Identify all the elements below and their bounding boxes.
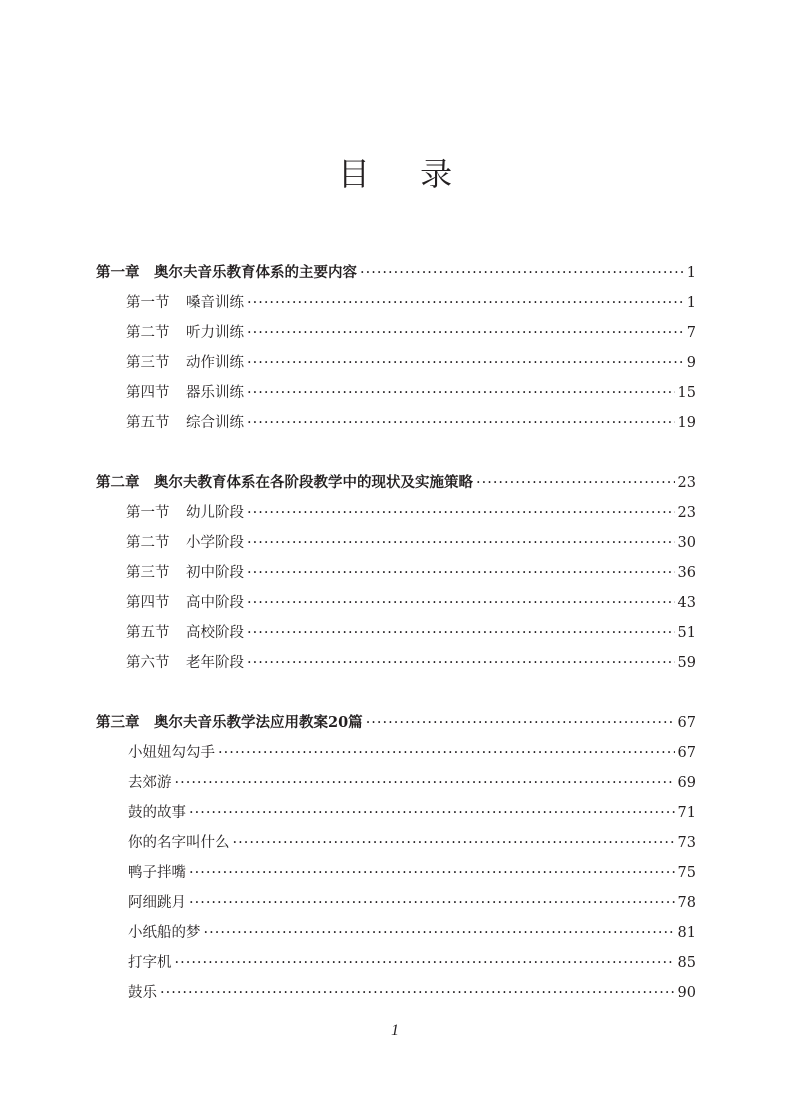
- section-page: 51: [677, 625, 696, 641]
- section-number: 第三节: [126, 355, 170, 371]
- dot-leader: [247, 648, 675, 678]
- toc-chapter-2[interactable]: [96, 468, 696, 498]
- lesson-title: 你的名字叫什么: [128, 835, 230, 851]
- dot-leader: [189, 888, 675, 918]
- toc-chapter-3[interactable]: [96, 708, 696, 738]
- lesson-page: 69: [677, 775, 696, 791]
- section-number: 第四节: [126, 595, 170, 611]
- section-number: 第二节: [126, 535, 170, 551]
- section-title: 高校阶段: [186, 625, 244, 641]
- dot-leader: [247, 318, 684, 348]
- dot-leader: [247, 558, 675, 588]
- toc-chapter-1[interactable]: [96, 258, 696, 288]
- section-title: 初中阶段: [186, 565, 244, 581]
- toc-lesson[interactable]: [96, 858, 696, 888]
- dot-leader: [247, 378, 675, 408]
- chapter-page: 1: [686, 265, 696, 281]
- lesson-page: 71: [677, 805, 696, 821]
- dot-leader: [247, 408, 675, 438]
- section-title: 听力训练: [186, 325, 244, 341]
- dot-leader: [175, 948, 675, 978]
- dot-leader: [247, 618, 675, 648]
- toc-section[interactable]: [96, 528, 696, 558]
- toc-lesson[interactable]: [96, 798, 696, 828]
- toc-section[interactable]: [96, 648, 696, 678]
- toc-section[interactable]: [96, 498, 696, 528]
- chapter-page: 67: [677, 715, 696, 731]
- lesson-title: 鼓乐: [128, 985, 157, 1001]
- section-page: 30: [677, 535, 696, 551]
- lesson-page: 85: [677, 955, 696, 971]
- section-title: 嗓音训练: [186, 295, 244, 311]
- section-page: 1: [686, 295, 696, 311]
- dot-leader: [366, 708, 675, 738]
- chapter-title: 奥尔夫音乐教学法应用教案20篇: [154, 714, 363, 731]
- section-title: 综合训练: [186, 415, 244, 431]
- chapter-title: 奥尔夫音乐教育体系的主要内容: [154, 264, 357, 281]
- section-title: 小学阶段: [186, 535, 244, 551]
- lesson-title: 去郊游: [128, 775, 172, 791]
- section-number: 第一节: [126, 505, 170, 521]
- toc-lesson[interactable]: [96, 978, 696, 1008]
- section-page: 15: [677, 385, 696, 401]
- lesson-page: 67: [677, 745, 696, 761]
- lesson-page: 90: [677, 985, 696, 1001]
- lesson-page: 73: [677, 835, 696, 851]
- chapter-page: 23: [677, 475, 696, 491]
- section-number: 第五节: [126, 415, 170, 431]
- section-page: 59: [677, 655, 696, 671]
- section-page: 36: [677, 565, 696, 581]
- dot-leader: [360, 258, 684, 288]
- section-title: 老年阶段: [186, 655, 244, 671]
- section-page: 7: [686, 325, 696, 341]
- section-title: 动作训练: [186, 355, 244, 371]
- dot-leader: [218, 738, 675, 768]
- lesson-title: 小妞妞勾勾手: [128, 745, 215, 761]
- dot-leader: [247, 498, 675, 528]
- dot-leader: [160, 978, 675, 1008]
- toc-section[interactable]: [96, 588, 696, 618]
- table-of-contents: [96, 258, 696, 1008]
- chapter-number: 第一章: [96, 264, 140, 281]
- dot-leader: [247, 348, 684, 378]
- dot-leader: [189, 858, 675, 888]
- dot-leader: [189, 798, 675, 828]
- toc-section[interactable]: [96, 288, 696, 318]
- section-page: 43: [677, 595, 696, 611]
- dot-leader: [247, 528, 675, 558]
- toc-section[interactable]: [96, 618, 696, 648]
- section-number: 第五节: [126, 625, 170, 641]
- section-title: 幼儿阶段: [186, 505, 244, 521]
- toc-lesson[interactable]: [96, 888, 696, 918]
- dot-leader: [476, 468, 675, 498]
- section-number: 第一节: [126, 295, 170, 311]
- page-number: 1: [391, 1022, 399, 1039]
- section-title: 器乐训练: [186, 385, 244, 401]
- chapter-title: 奥尔夫教育体系在各阶段教学中的现状及实施策略: [154, 474, 473, 491]
- dot-leader: [233, 828, 675, 858]
- section-page: 19: [677, 415, 696, 431]
- chapter-number: 第二章: [96, 474, 140, 491]
- lesson-title: 小纸船的梦: [128, 925, 201, 941]
- toc-lesson[interactable]: [96, 738, 696, 768]
- section-number: 第四节: [126, 385, 170, 401]
- dot-leader: [247, 288, 684, 318]
- section-title: 高中阶段: [186, 595, 244, 611]
- toc-section[interactable]: [96, 558, 696, 588]
- page-title: 目 录: [337, 155, 473, 193]
- dot-leader: [204, 918, 675, 948]
- lesson-title: 阿细跳月: [128, 895, 186, 911]
- section-number: 第六节: [126, 655, 170, 671]
- lesson-page: 78: [677, 895, 696, 911]
- toc-lesson[interactable]: [96, 918, 696, 948]
- lesson-title: 鼓的故事: [128, 805, 186, 821]
- toc-section[interactable]: [96, 408, 696, 438]
- lesson-title: 鸭子拌嘴: [128, 865, 186, 881]
- section-number: 第二节: [126, 325, 170, 341]
- dot-leader: [175, 768, 675, 798]
- lesson-title: 打字机: [128, 955, 172, 971]
- toc-lesson[interactable]: [96, 768, 696, 798]
- chapter-number: 第三章: [96, 714, 140, 731]
- toc-lesson[interactable]: [96, 948, 696, 978]
- toc-section[interactable]: [96, 348, 696, 378]
- toc-lesson[interactable]: [96, 828, 696, 858]
- section-number: 第三节: [126, 565, 170, 581]
- dot-leader: [247, 588, 675, 618]
- section-page: 9: [686, 355, 696, 371]
- lesson-page: 81: [677, 925, 696, 941]
- toc-section[interactable]: [96, 378, 696, 408]
- lesson-page: 75: [677, 865, 696, 881]
- section-page: 23: [677, 505, 696, 521]
- toc-section[interactable]: [96, 318, 696, 348]
